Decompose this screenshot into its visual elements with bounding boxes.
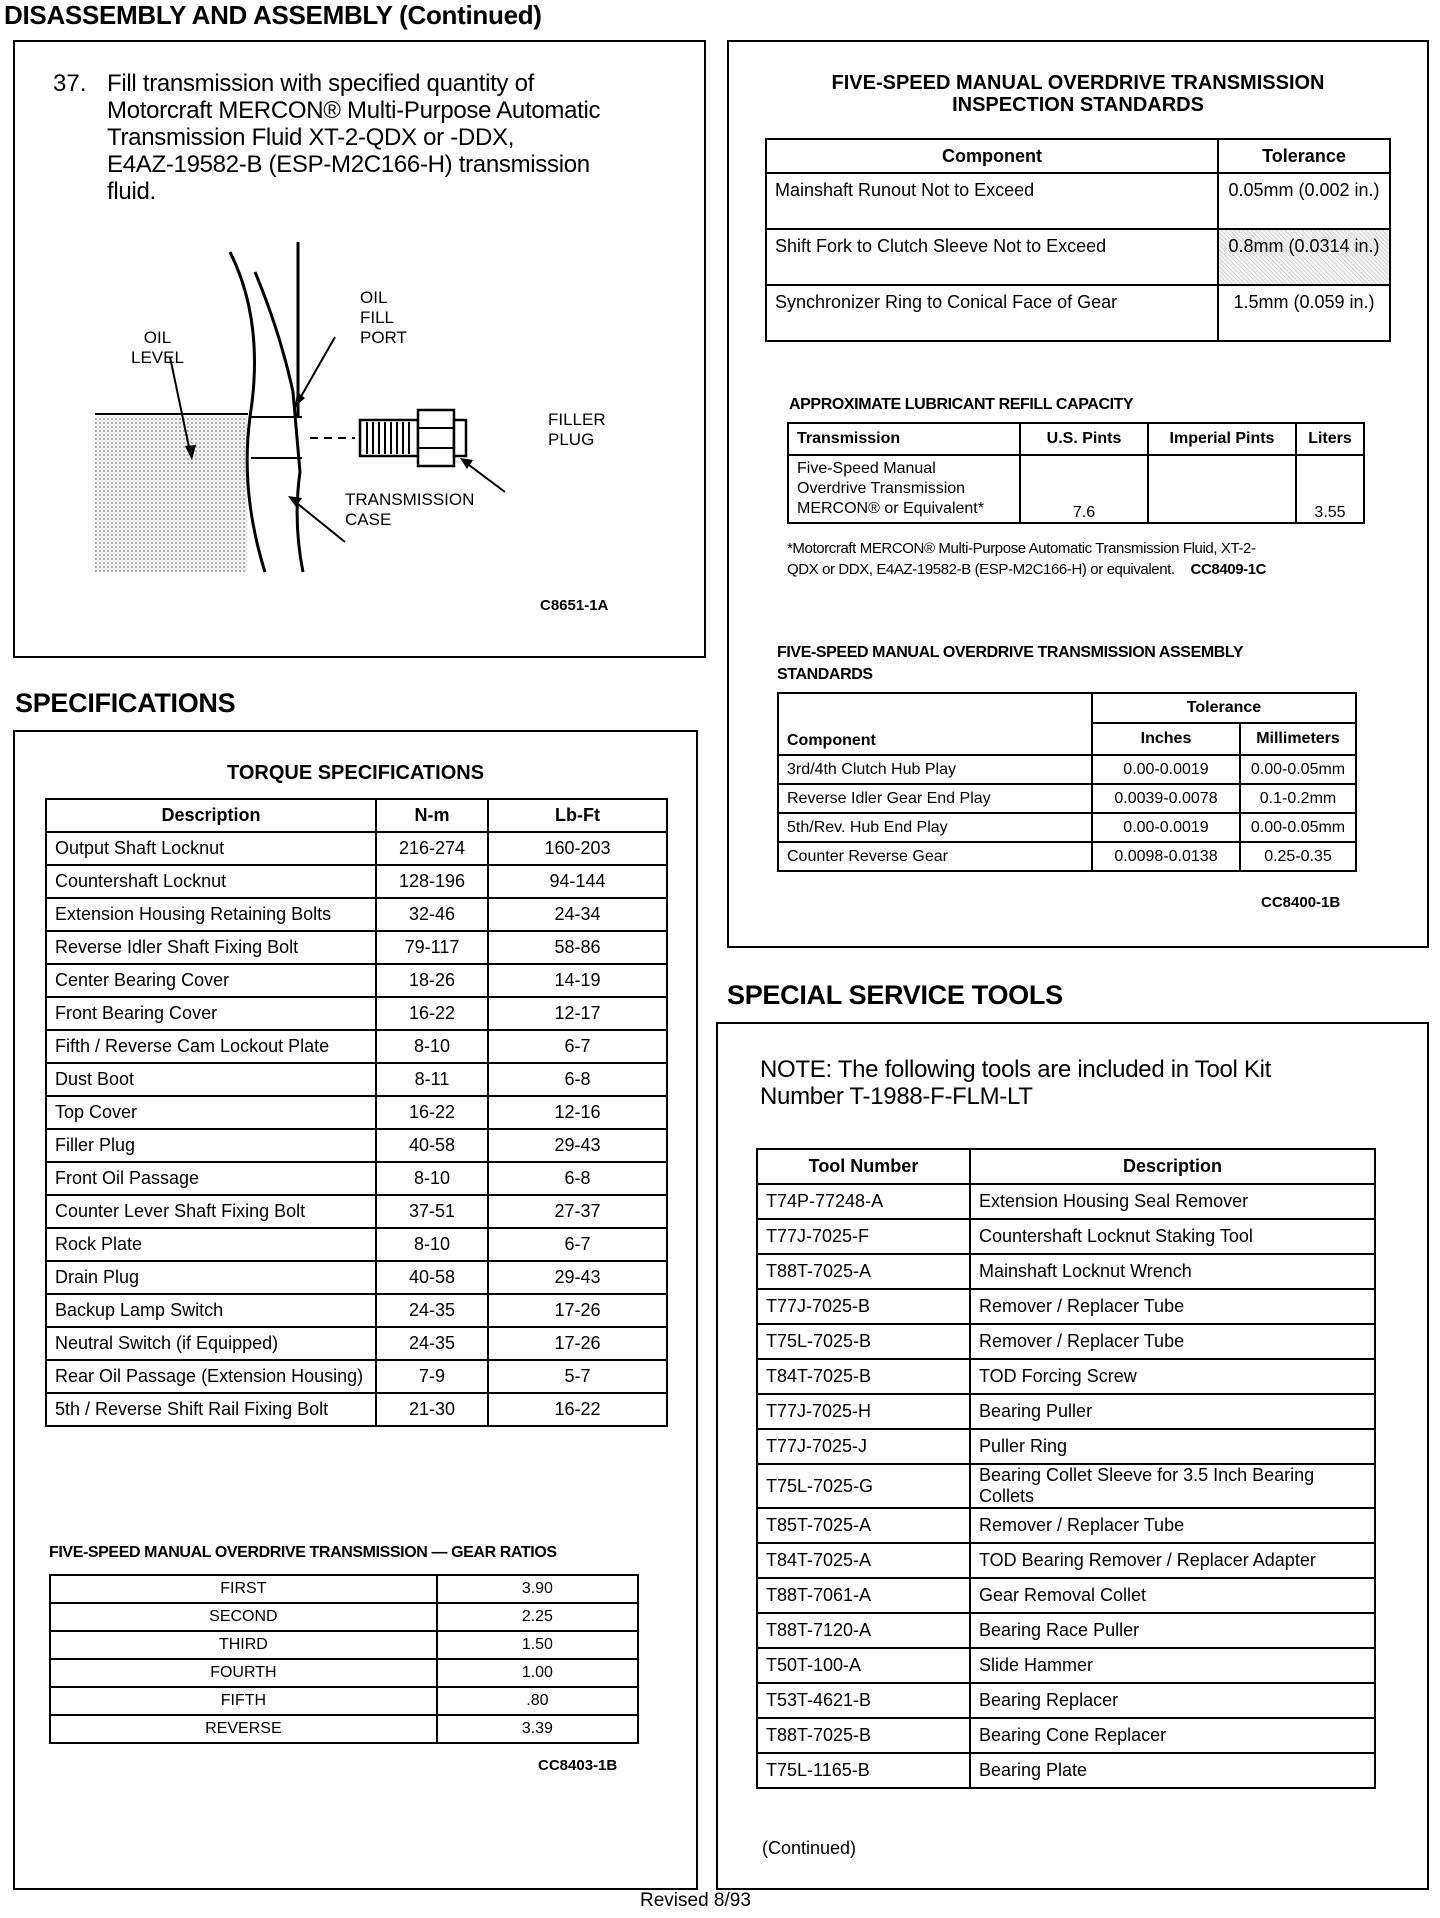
- gear-ratio: .80: [437, 1687, 638, 1715]
- table-row: [778, 755, 1356, 784]
- col-component: Component: [778, 693, 1092, 755]
- col-tolerance: Tolerance: [1218, 139, 1390, 173]
- table-header-row: [788, 423, 1364, 455]
- table-row: [46, 997, 667, 1030]
- assembly-inches: 0.00-0.0019: [1092, 813, 1240, 842]
- table-row: [757, 1508, 1375, 1543]
- refill-imperial-pints: [1148, 455, 1296, 523]
- gear-ratio: 3.39: [437, 1715, 638, 1743]
- assembly-inches: 0.00-0.0019: [1092, 755, 1240, 784]
- tool-description: Puller Ring: [970, 1429, 1375, 1464]
- table-row: [46, 964, 667, 997]
- tool-number: T85T-7025-A: [757, 1508, 970, 1543]
- torque-lbft: 6-8: [488, 1063, 667, 1096]
- torque-nm: 16-22: [376, 1096, 488, 1129]
- torque-description: Drain Plug: [46, 1261, 376, 1294]
- table-row: [46, 1228, 667, 1261]
- tool-description: Extension Housing Seal Remover: [970, 1184, 1375, 1219]
- figure-code: C8651-1A: [540, 597, 609, 614]
- filler-plug-icon: [360, 410, 466, 466]
- tool-number: T84T-7025-B: [757, 1359, 970, 1394]
- gear-name: REVERSE: [50, 1715, 437, 1743]
- tool-description: Bearing Plate: [970, 1753, 1375, 1788]
- refill-liters: 3.55: [1296, 455, 1364, 523]
- torque-description: Center Bearing Cover: [46, 964, 376, 997]
- table-row: [757, 1394, 1375, 1429]
- torque-description: 5th / Reverse Shift Rail Fixing Bolt: [46, 1393, 376, 1426]
- torque-nm: 40-58: [376, 1261, 488, 1294]
- assembly-mm: 0.25-0.35: [1240, 842, 1356, 871]
- torque-lbft: 24-34: [488, 898, 667, 931]
- assembly-code: CC8400-1B: [1261, 894, 1341, 911]
- torque-description: Counter Lever Shaft Fixing Bolt: [46, 1195, 376, 1228]
- assembly-mm: 0.00-0.05mm: [1240, 755, 1356, 784]
- table-row: [757, 1578, 1375, 1613]
- tool-number: T88T-7025-A: [757, 1254, 970, 1289]
- table-row: [46, 1294, 667, 1327]
- table-row: [778, 813, 1356, 842]
- torque-description: Filler Plug: [46, 1129, 376, 1162]
- torque-nm: 32-46: [376, 898, 488, 931]
- torque-lbft: 17-26: [488, 1327, 667, 1360]
- torque-title: TORQUE SPECIFICATIONS: [226, 762, 485, 784]
- tools-heading: SPECIAL SERVICE TOOLS: [727, 980, 1063, 1010]
- torque-description: Dust Boot: [46, 1063, 376, 1096]
- table-row: [46, 1327, 667, 1360]
- table-row: [50, 1659, 638, 1687]
- specifications-heading: SPECIFICATIONS: [15, 688, 236, 718]
- gear-ratios-code: CC8403-1B: [538, 1757, 618, 1774]
- torque-description: Countershaft Locknut: [46, 865, 376, 898]
- assembly-mm: 0.1-0.2mm: [1240, 784, 1356, 813]
- refill-table: [787, 422, 1365, 524]
- table-row: [778, 842, 1356, 871]
- table-row: [46, 898, 667, 931]
- tool-description: Mainshaft Locknut Wrench: [970, 1254, 1375, 1289]
- gear-name: THIRD: [50, 1631, 437, 1659]
- assembly-inches: 0.0098-0.0138: [1092, 842, 1240, 871]
- table-row: [757, 1753, 1375, 1788]
- table-row: [46, 931, 667, 964]
- tool-number: T77J-7025-F: [757, 1219, 970, 1254]
- torque-nm: 128-196: [376, 865, 488, 898]
- torque-nm: 37-51: [376, 1195, 488, 1228]
- torque-description: Rock Plate: [46, 1228, 376, 1261]
- tools-table: [756, 1148, 1376, 1789]
- table-row: [757, 1543, 1375, 1578]
- table-row: [46, 1162, 667, 1195]
- tools-continued: (Continued): [762, 1838, 857, 1858]
- table-row: [50, 1575, 638, 1603]
- tool-number: T77J-7025-H: [757, 1394, 970, 1429]
- gear-name: FIRST: [50, 1575, 437, 1603]
- torque-lbft: 5-7: [488, 1360, 667, 1393]
- tools-box: [716, 1022, 1429, 1890]
- page-title: DISASSEMBLY AND ASSEMBLY (Continued): [4, 0, 542, 30]
- tool-number: T77J-7025-J: [757, 1429, 970, 1464]
- table-row: [46, 1129, 667, 1162]
- table-row: [757, 1184, 1375, 1219]
- refill-code: CC8409-1C: [1190, 561, 1267, 578]
- step-figure-box: [13, 40, 706, 658]
- refill-title: APPROXIMATE LUBRICANT REFILL CAPACITY: [789, 396, 1134, 413]
- tool-number: T75L-7025-B: [757, 1324, 970, 1359]
- tool-number: T88T-7025-B: [757, 1718, 970, 1753]
- torque-description: Rear Oil Passage (Extension Housing): [46, 1360, 376, 1393]
- table-row: [46, 832, 667, 865]
- torque-nm: 8-10: [376, 1162, 488, 1195]
- gear-name: FOURTH: [50, 1659, 437, 1687]
- step-line: Fill transmission with specified quantity of: [107, 70, 534, 97]
- torque-nm: 216-274: [376, 832, 488, 865]
- torque-nm: 18-26: [376, 964, 488, 997]
- torque-nm: 24-35: [376, 1327, 488, 1360]
- label-filler-plug: FILLER PLUG: [548, 410, 606, 449]
- step-text: [107, 70, 600, 205]
- torque-lbft: 6-7: [488, 1228, 667, 1261]
- table-row: [757, 1219, 1375, 1254]
- case-inner-curve: [255, 272, 303, 572]
- table-row: [46, 1096, 667, 1129]
- torque-nm: 16-22: [376, 997, 488, 1030]
- col-tool-description: Description: [970, 1149, 1375, 1184]
- torque-lbft: 6-7: [488, 1030, 667, 1063]
- table-row: [757, 1464, 1375, 1508]
- table-row: [46, 1030, 667, 1063]
- refill-description: Five-Speed Manual Overdrive Transmission MERCON® or Equivalent*: [788, 455, 1020, 523]
- col-millimeters: Millimeters: [1240, 723, 1356, 755]
- torque-description: Extension Housing Retaining Bolts: [46, 898, 376, 931]
- label-oil-level: OIL LEVEL: [131, 328, 184, 367]
- tolerance-group-header: Tolerance: [1092, 693, 1356, 723]
- gear-ratios-title: FIVE-SPEED MANUAL OVERDRIVE TRANSMISSION — GEAR RATIOS: [49, 1544, 557, 1561]
- col-tool-number: Tool Number: [757, 1149, 970, 1184]
- assembly-component: Reverse Idler Gear End Play: [778, 784, 1092, 813]
- tool-description: Remover / Replacer Tube: [970, 1324, 1375, 1359]
- tool-number: T88T-7120-A: [757, 1613, 970, 1648]
- torque-description: Front Oil Passage: [46, 1162, 376, 1195]
- assembly-title: FIVE-SPEED MANUAL OVERDRIVE TRANSMISSION ASSEMBLY STANDARDS: [777, 644, 1244, 683]
- table-row: [46, 1195, 667, 1228]
- tool-description: Remover / Replacer Tube: [970, 1289, 1375, 1324]
- torque-description: Fifth / Reverse Cam Lockout Plate: [46, 1030, 376, 1063]
- col-liters: Liters: [1296, 423, 1364, 455]
- col-imperial-pints: Imperial Pints: [1148, 423, 1296, 455]
- tool-description: Gear Removal Collet: [970, 1578, 1375, 1613]
- tool-number: T75L-7025-G: [757, 1464, 970, 1508]
- torque-description: Front Bearing Cover: [46, 997, 376, 1030]
- col-inches: Inches: [1092, 723, 1240, 755]
- inspection-tolerance: 0.05mm (0.002 in.): [1218, 173, 1390, 229]
- torque-nm: 8-11: [376, 1063, 488, 1096]
- col-description: Description: [46, 799, 376, 832]
- standards-box: [727, 40, 1429, 948]
- table-row: [757, 1324, 1375, 1359]
- torque-lbft: 29-43: [488, 1129, 667, 1162]
- inspection-component: Mainshaft Runout Not to Exceed: [766, 173, 1218, 229]
- table-row: [757, 1254, 1375, 1289]
- table-row: [50, 1631, 638, 1659]
- tools-note: NOTE: The following tools are included in Tool Kit Number T-1988-F-FLM-LT: [760, 1056, 1272, 1110]
- step-line: fluid.: [107, 178, 156, 205]
- table-row: [766, 229, 1390, 285]
- torque-description: Top Cover: [46, 1096, 376, 1129]
- torque-description: Neutral Switch (if Equipped): [46, 1327, 376, 1360]
- torque-lbft: 94-144: [488, 865, 667, 898]
- footer-revised: Revised 8/93: [640, 1890, 751, 1911]
- table-row: [46, 865, 667, 898]
- col-component: Component: [766, 139, 1218, 173]
- inspection-title: FIVE-SPEED MANUAL OVERDRIVE TRANSMISSION INSPECTION STANDARDS: [831, 72, 1325, 116]
- torque-lbft: 12-17: [488, 997, 667, 1030]
- torque-nm: 21-30: [376, 1393, 488, 1426]
- table-row: [766, 285, 1390, 341]
- tool-description: Bearing Puller: [970, 1394, 1375, 1429]
- torque-nm: 7-9: [376, 1360, 488, 1393]
- tool-number: T84T-7025-A: [757, 1543, 970, 1578]
- table-header-row: [46, 799, 667, 832]
- torque-lbft: 12-16: [488, 1096, 667, 1129]
- torque-lbft: 6-8: [488, 1162, 667, 1195]
- tool-description: Slide Hammer: [970, 1648, 1375, 1683]
- tool-description: Bearing Cone Replacer: [970, 1718, 1375, 1753]
- tool-description: Bearing Race Puller: [970, 1613, 1375, 1648]
- table-row: [46, 1261, 667, 1294]
- table-row: [778, 784, 1356, 813]
- torque-lbft: 29-43: [488, 1261, 667, 1294]
- table-row: [757, 1648, 1375, 1683]
- torque-table: [45, 798, 668, 1427]
- inspection-tolerance: 0.8mm (0.0314 in.): [1218, 229, 1390, 285]
- assembly-table: [777, 692, 1357, 872]
- torque-nm: 8-10: [376, 1030, 488, 1063]
- gear-ratio: 3.90: [437, 1575, 638, 1603]
- torque-nm: 8-10: [376, 1228, 488, 1261]
- gear-ratios-table: [49, 1574, 639, 1744]
- assembly-component: 5th/Rev. Hub End Play: [778, 813, 1092, 842]
- tool-description: Countershaft Locknut Staking Tool: [970, 1219, 1375, 1254]
- tool-description: TOD Bearing Remover / Replacer Adapter: [970, 1543, 1375, 1578]
- torque-lbft: 17-26: [488, 1294, 667, 1327]
- table-row: [757, 1683, 1375, 1718]
- gear-ratio: 1.50: [437, 1631, 638, 1659]
- table-row: [50, 1715, 638, 1743]
- gear-ratio: 1.00: [437, 1659, 638, 1687]
- tool-number: T75L-1165-B: [757, 1753, 970, 1788]
- table-row: [46, 1393, 667, 1426]
- tool-description: Bearing Collet Sleeve for 3.5 Inch Bearing Collets: [970, 1464, 1375, 1508]
- torque-nm: 40-58: [376, 1129, 488, 1162]
- table-row: [757, 1718, 1375, 1753]
- assembly-mm: 0.00-0.05mm: [1240, 813, 1356, 842]
- inspection-component: Shift Fork to Clutch Sleeve Not to Exceed: [766, 229, 1218, 285]
- table-row: [50, 1687, 638, 1715]
- table-header-row: [778, 693, 1356, 723]
- table-row: [766, 173, 1390, 229]
- table-row: [757, 1289, 1375, 1324]
- tool-number: T50T-100-A: [757, 1648, 970, 1683]
- gear-name: FIFTH: [50, 1687, 437, 1715]
- tool-description: Remover / Replacer Tube: [970, 1508, 1375, 1543]
- table-header-row: [766, 139, 1390, 173]
- col-nm: N-m: [376, 799, 488, 832]
- torque-nm: 24-35: [376, 1294, 488, 1327]
- torque-description: Output Shaft Locknut: [46, 832, 376, 865]
- assembly-component: Counter Reverse Gear: [778, 842, 1092, 871]
- tool-number: T74P-77248-A: [757, 1184, 970, 1219]
- label-transmission-case: TRANSMISSION CASE: [345, 490, 475, 529]
- table-row: [757, 1359, 1375, 1394]
- table-row: [50, 1603, 638, 1631]
- assembly-component: 3rd/4th Clutch Hub Play: [778, 755, 1092, 784]
- torque-nm: 79-117: [376, 931, 488, 964]
- tool-number: T88T-7061-A: [757, 1578, 970, 1613]
- torque-lbft: 27-37: [488, 1195, 667, 1228]
- step-number: 37.: [53, 70, 87, 97]
- refill-footnote: *Motorcraft MERCON® Multi-Purpose Automatic Transmission Fluid, XT-2- QDX or DDX, E4AZ-19582-B (ESP-M2C166-H) or equivalent. CC8409-1C: [787, 540, 1267, 578]
- inspection-component: Synchronizer Ring to Conical Face of Gear: [766, 285, 1218, 341]
- col-transmission: Transmission: [788, 423, 1020, 455]
- table-row: [46, 1360, 667, 1393]
- torque-description: Reverse Idler Shaft Fixing Bolt: [46, 931, 376, 964]
- step-line: Transmission Fluid XT-2-QDX or -DDX,: [107, 124, 515, 151]
- gear-ratio: 2.25: [437, 1603, 638, 1631]
- specifications-box: [13, 730, 698, 1890]
- step-line: E4AZ-19582-B (ESP-M2C166-H) transmission: [107, 151, 590, 178]
- torque-lbft: 16-22: [488, 1393, 667, 1426]
- torque-lbft: 14-19: [488, 964, 667, 997]
- table-row: [788, 455, 1364, 523]
- torque-lbft: 58-86: [488, 931, 667, 964]
- tool-description: Bearing Replacer: [970, 1683, 1375, 1718]
- assembly-inches: 0.0039-0.0078: [1092, 784, 1240, 813]
- refill-us-pints: 7.6: [1020, 455, 1148, 523]
- table-row: [46, 1063, 667, 1096]
- col-us-pints: U.S. Pints: [1020, 423, 1148, 455]
- tool-number: T53T-4621-B: [757, 1683, 970, 1718]
- oil-region: [95, 416, 247, 572]
- torque-description: Backup Lamp Switch: [46, 1294, 376, 1327]
- tool-description: TOD Forcing Screw: [970, 1359, 1375, 1394]
- table-row: [757, 1429, 1375, 1464]
- inspection-table: [765, 138, 1391, 342]
- table-header-row: [757, 1149, 1375, 1184]
- table-row: [757, 1613, 1375, 1648]
- gear-name: SECOND: [50, 1603, 437, 1631]
- torque-lbft: 160-203: [488, 832, 667, 865]
- step-line: Motorcraft MERCON® Multi-Purpose Automatic: [107, 97, 601, 124]
- col-lbft: Lb-Ft: [488, 799, 667, 832]
- tool-number: T77J-7025-B: [757, 1289, 970, 1324]
- inspection-tolerance: 1.5mm (0.059 in.): [1218, 285, 1390, 341]
- label-oil-fill-port: OIL FILL PORT: [360, 288, 407, 347]
